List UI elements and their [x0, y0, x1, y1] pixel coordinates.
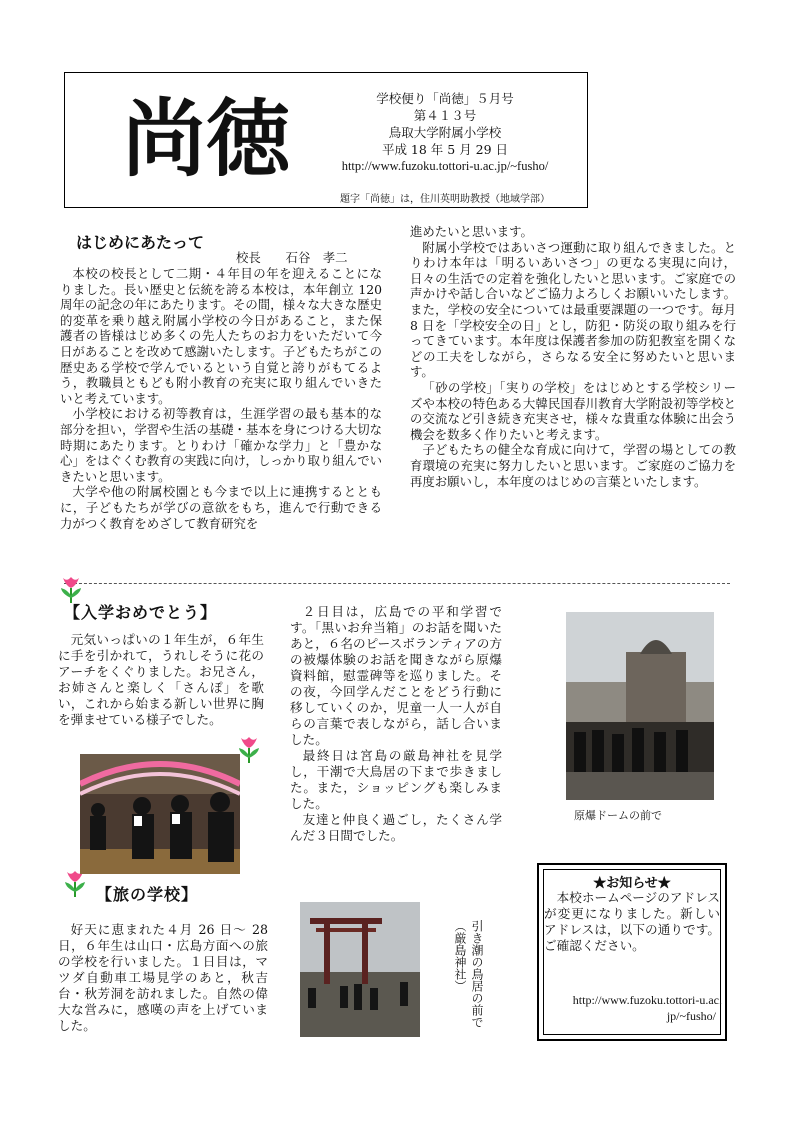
trip-column-middle — [290, 604, 502, 844]
torii-caption: 引き潮の鳥居の前で（厳島神社） — [453, 920, 484, 1028]
entrance-heading: 【入学おめでとう】 — [64, 603, 218, 622]
notice-url-line[interactable]: jp/~fusho/ — [666, 1009, 716, 1023]
school-url[interactable]: http://www.fuzoku.tottori-u.ac.jp/~fusho/ — [341, 159, 549, 173]
notice-column — [544, 890, 720, 954]
newsletter-name: 学校便り「尚徳」５月号 — [376, 91, 514, 106]
entrance-column — [58, 632, 264, 728]
intro-paragraph: 子どもたちの健全な育成に向けて，学習の場としての教育環境の充実に努力したいと思います。ご家庭のご協力を再度お願いし，本年度のはじめの言葉といたします。 — [410, 442, 736, 489]
notice-url-line[interactable]: http://www.fuzoku.tottori-u.ac. — [572, 993, 722, 1007]
entrance-photo — [80, 754, 240, 874]
notice-title: ★お知らせ★ — [593, 876, 671, 891]
dome-caption: 原爆ドームの前で — [574, 809, 662, 822]
trip-paragraph: 友達と仲良く過ごし，たくさん学んだ３日間でした。 — [290, 812, 502, 843]
intro-paragraph: 本校の校長として二期・４年目の年を迎えることになりました。長い歴史と伝統を誇る本校は，本年創立 120 周年の記念の年にあたります。その間，様々な大きな歴史的変革を乗り越え附属小学校の今日があること，また保護者の皆様はじめ多くの先人たちのお力をいただいて今日があることを改めて感謝いたします。子どもたちがこの歴史ある学校で学んでいるという自覚と誇りがもてるよう，教職員ともども附小教育の充実に取り組んでいきたいと考えています。 — [60, 266, 382, 406]
trip-heading: 【旅の学校】 — [96, 885, 199, 904]
trip-paragraph: 最終日は宮島の厳島神社を見学し，干潮で大鳥居の下まで歩きました。また，ショッピングも楽しみました。 — [290, 748, 502, 811]
trip-column-left — [58, 922, 268, 1034]
intro-paragraph: 小学校における初等教育は，生涯学習の最も基本的な部分を担い，学習や生活の基礎・基本を身につける大切な時期にあたります。とりわけ「確かな学力」と「豊かな心」をはぐくむ教育の実践に向け，しっかり取り組んでいきたいと思います。 — [60, 406, 382, 484]
atomic-dome-photo — [566, 612, 714, 800]
intro-column-left — [60, 266, 382, 531]
notice-body: 本校ホームページのアドレスが変更になりました。新しいアドレスは，以下の通りです。ご確認ください。 — [544, 890, 720, 953]
entrance-body: 元気いっぱいの１年生が，６年生に手を引かれて，うれしそうに花のアーチをくぐりました。お兄さん，お姉さんと楽しく「さんぽ」を歌い，これから始まる新しい世界に胸を弾ませている様子でした。 — [58, 632, 264, 727]
issue-number: 第４１３号 — [413, 108, 477, 123]
notice-url[interactable] — [544, 992, 722, 1024]
trip-body: 好天に恵まれた４月 26 日～ 28 日，６年生は山口・広島方面への旅の学校を行いました。１日目は，マツダ自動車工場見学のあと，秋吉台・秋芳洞を訪れました。自然の偉大な営みに，感嘆の声を上げていました。 — [58, 922, 268, 1033]
torii-photo — [300, 902, 420, 1037]
intro-paragraph: 附属小学校ではあいさつ運動に取り組んできました。とりわけ本年は「明るいあいさつ」の更なる実現に向け，日々の生活での定着を強化したいと思います。ご家庭での声かけや話し合いなどご協力よろしくお願いいたします。また，学校の安全については最重要課題の一つです。毎月 8 日を「学校安全の日」とし，防犯・防災の取り組みを行ってきています。本年度は保護者参加の防犯教室を開くなどの工夫をしながら，さらなる安全に努めたいと思います。 — [410, 239, 736, 380]
school-name: 鳥取大学附属小学校 — [388, 125, 502, 140]
intro-paragraph: 大学や他の附属校園とも今まで以上に連携するとともに，子どもたちが学びの意欲をもち，進んで行動できる力がつく教育をめざして教育研究を — [60, 484, 382, 531]
masthead-logo — [118, 80, 288, 190]
svg-text:尚徳: 尚徳 — [122, 89, 288, 188]
issue-date: 平成 18 年 5 月 29 日 — [381, 142, 509, 157]
intro-title: はじめにあたって — [76, 233, 205, 252]
principal-name: 校長 石谷 孝二 — [236, 250, 348, 265]
intro-column-right — [410, 224, 736, 489]
intro-paragraph: 進めたいと思います。 — [410, 224, 533, 239]
section-divider — [64, 583, 730, 584]
logo-credit: 題字「尚徳」は，住川英明助教授（地域学部） — [340, 194, 550, 205]
trip-paragraph: ２日目は，広島での平和学習です。「黒いお弁当箱」のお話を聞いたあと，６名のピースボランティアの方の被爆体験のお話を聞きながら原爆資料館，慰霊碑等を巡りました。その夜，今回学んだことをどう行動に移していくのか，児童一人一人が自らの言葉で表しながら，話し合いました。 — [290, 604, 502, 747]
intro-paragraph: 「砂の学校」「実りの学校」をはじめとする学校シリーズや本校の特色ある大韓民国春川教育大学附設初等学校との交流など引き続き充実させ，様々な貴重な体験に出会う機会を数多く作りたいと考えます。 — [410, 379, 736, 442]
